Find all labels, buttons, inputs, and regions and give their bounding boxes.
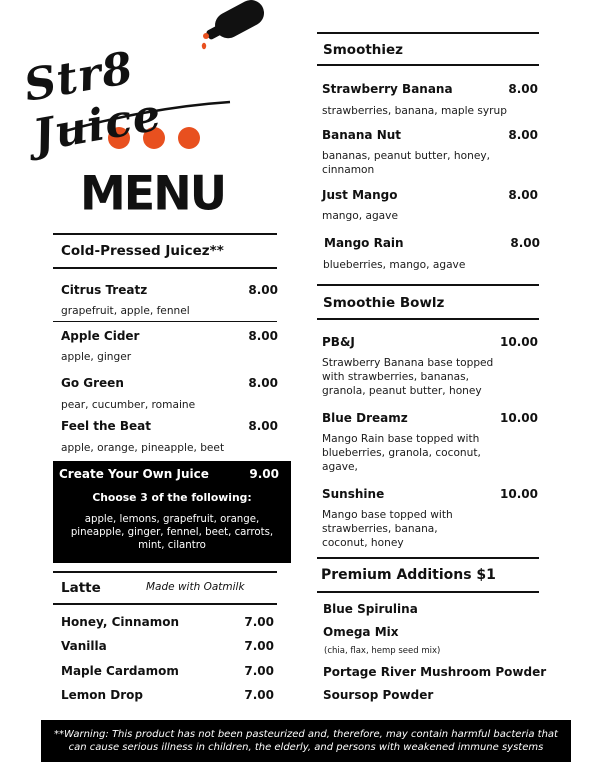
section-title-juices: Cold-Pressed Juicez**	[61, 243, 224, 259]
divider	[53, 233, 277, 235]
item-price: 8.00	[248, 419, 278, 433]
divider	[317, 32, 539, 34]
divider	[53, 571, 277, 573]
divider	[53, 321, 277, 322]
item-price: 10.00	[500, 411, 538, 425]
brand-logo	[20, 0, 280, 162]
item-price: 8.00	[248, 329, 278, 343]
item-name: Mango Rain	[324, 236, 404, 250]
create-subtitle: Choose 3 of the following:	[92, 491, 252, 504]
item-price: 7.00	[244, 688, 274, 702]
item-name: Portage River Mushroom Powder	[323, 665, 547, 679]
item-price: 8.00	[248, 283, 278, 297]
item-description: strawberries, banana, maple syrup	[322, 105, 507, 117]
item-price: 7.00	[244, 664, 274, 678]
item-name: Blue Dreamz	[322, 411, 408, 425]
divider	[317, 591, 539, 593]
item-name: Feel the Beat	[61, 419, 151, 433]
item-description: Strawberry Banana base topped with strawberries, bananas, granola, peanut butter, honey	[322, 357, 494, 398]
item-price: 7.00	[244, 639, 274, 653]
divider	[53, 603, 277, 605]
item-description: bananas, peanut butter, honey, cinnamon	[322, 150, 490, 177]
item-description: Mango Rain base topped with blueberries, granola, coconut, agave,	[322, 433, 481, 474]
item-name: Apple Cider	[61, 329, 140, 343]
item-name: Citrus Treatz	[61, 283, 148, 297]
item-description: Mango base topped with strawberries, banana, coconut, honey	[322, 509, 453, 550]
item-price: 7.00	[244, 615, 274, 629]
item-description: mango, agave	[322, 210, 398, 222]
item-price: 9.00	[249, 467, 279, 481]
divider	[317, 318, 539, 320]
item-name: Sunshine	[322, 487, 385, 501]
item-name: Go Green	[61, 376, 124, 390]
section-title-smoothies: Smoothiez	[323, 42, 404, 58]
item-name: Vanilla	[61, 639, 107, 653]
divider	[317, 64, 539, 66]
item-name: Just Mango	[322, 188, 398, 202]
brand-wordmark: Str8 Juice	[20, 42, 166, 162]
item-name: Soursop Powder	[323, 688, 434, 702]
item-price: 8.00	[508, 188, 538, 202]
section-title-additions: Premium Additions $1	[321, 567, 496, 583]
item-name: Create Your Own Juice	[59, 467, 209, 481]
item-description: pear, cucumber, romaine	[61, 399, 196, 411]
item-price: 8.00	[248, 376, 278, 390]
section-title-bowls: Smoothie Bowlz	[323, 295, 445, 311]
item-name: Maple Cardamom	[61, 664, 179, 678]
menu-heading: MENU	[80, 165, 226, 221]
create-options: apple, lemons, grapefruit, orange, pineapple, ginger, fennel, beet, carrots, mint, cilantro	[70, 514, 274, 551]
item-name: Omega Mix	[323, 625, 399, 639]
section-title-latte: Latte	[61, 580, 101, 596]
latte-note: Made with Oatmilk	[146, 581, 245, 593]
item-description: grapefruit, apple, fennel	[61, 305, 190, 317]
divider	[317, 557, 539, 559]
item-description: apple, ginger	[61, 351, 132, 363]
item-price: 10.00	[500, 335, 538, 349]
item-name: Banana Nut	[322, 128, 402, 142]
item-price: 8.00	[508, 128, 538, 142]
item-price: 8.00	[508, 82, 538, 96]
item-price: 10.00	[500, 487, 538, 501]
item-name: PB&J	[322, 335, 355, 349]
item-name: Lemon Drop	[61, 688, 143, 702]
item-note: (chia, flax, hemp seed mix)	[324, 646, 441, 656]
warning-banner: **Warning: This product has not been pasteurized and, therefore, may contain harmful bacteria that can cause serious illness in children, the elderly, and persons with weakened immune systems	[41, 720, 571, 762]
divider	[317, 284, 539, 286]
item-name: Blue Spirulina	[323, 602, 418, 616]
divider	[53, 267, 277, 269]
item-name: Strawberry Banana	[322, 82, 453, 96]
create-your-own-box	[53, 461, 291, 563]
item-description: apple, orange, pineapple, beet	[61, 442, 225, 454]
item-price: 8.00	[510, 236, 540, 250]
item-description: blueberries, mango, agave	[323, 259, 466, 271]
item-name: Honey, Cinnamon	[61, 615, 179, 629]
